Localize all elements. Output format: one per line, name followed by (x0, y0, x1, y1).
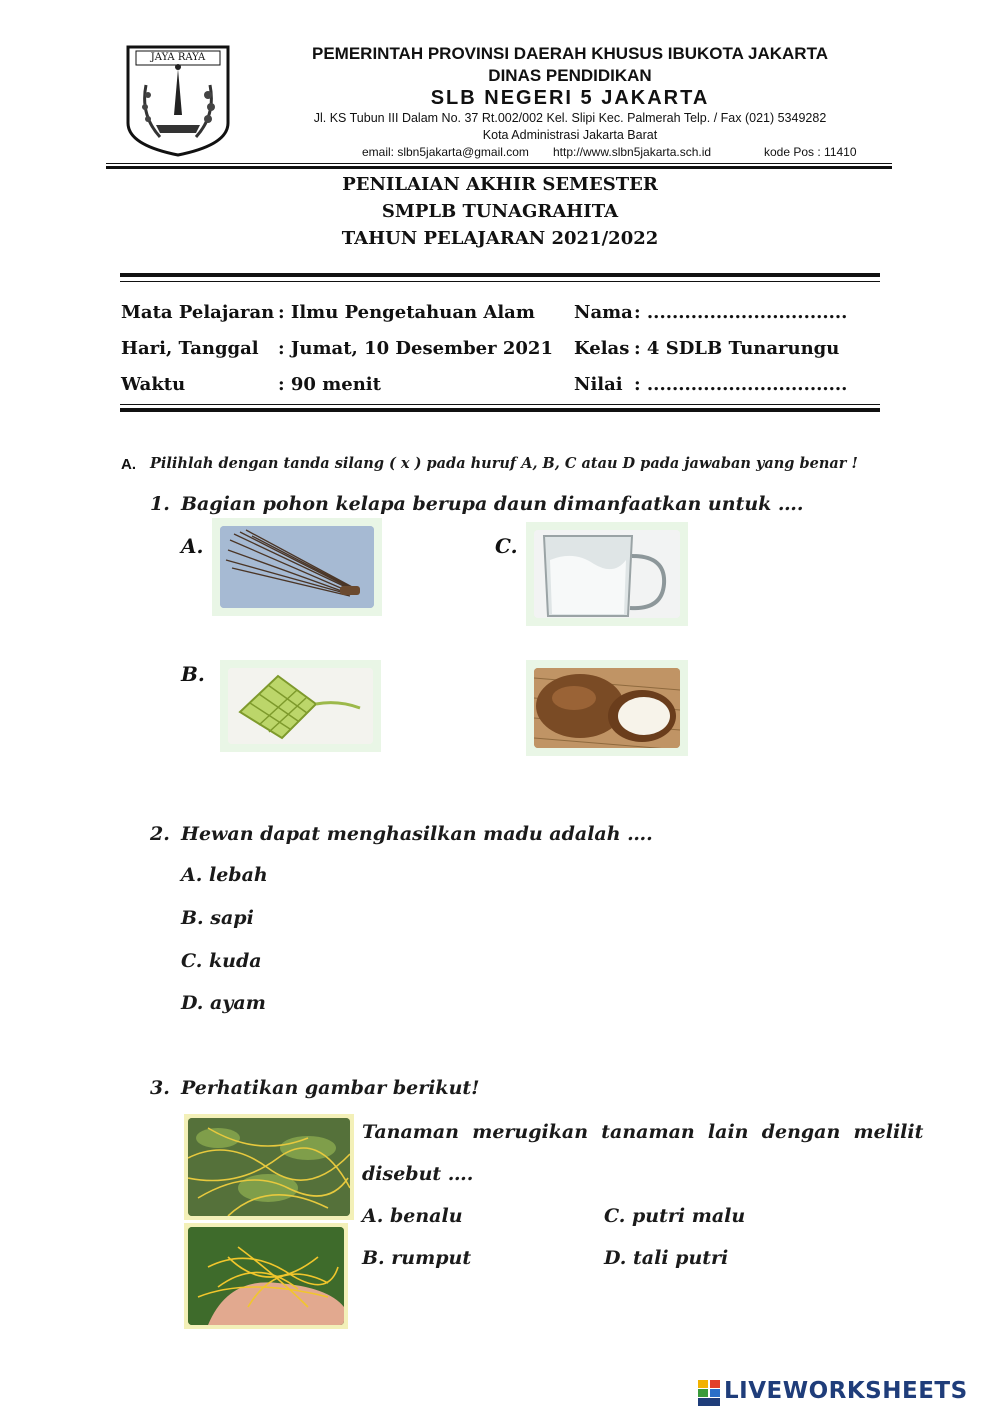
header-city: Kota Administrasi Jakarta Barat (482, 128, 658, 142)
q1-number: 1. (150, 493, 170, 515)
name-field[interactable]: : ................................ (634, 302, 848, 323)
header-postcode: kode Pos : 11410 (764, 145, 857, 159)
header-address: Jl. KS Tubun III Dalam No. 37 Rt.002/002 Kel. Slipi Kec. Palmerah Telp. / Fax (021) 5349282 (313, 111, 827, 125)
liveworksheets-logo[interactable] (698, 1378, 994, 1408)
q2-option-a[interactable]: A. lebah (181, 864, 268, 886)
time-label: Waktu (121, 374, 186, 395)
section-a-instruction: Pilihlah dengan tanda silang ( x ) pada huruf A, B, C atau D pada jawaban yang benar ! (150, 455, 858, 472)
q3-text: Perhatikan gambar berikut! (181, 1077, 480, 1099)
score-field[interactable]: : ................................ (634, 374, 848, 395)
school-logo (126, 45, 230, 157)
letterhead-rule-thick (106, 166, 892, 169)
info-rule-bottom-thin (120, 404, 880, 405)
class-value: : 4 SDLB Tunarungu (634, 338, 840, 359)
q1-text: Bagian pohon kelapa berupa daun dimanfaatkan untuk …. (181, 493, 804, 515)
q3-question-line1: Tanaman merugikan tanaman lain dengan melilit (362, 1121, 924, 1143)
header-government: PEMERINTAH PROVINSI DAERAH KHUSUS IBUKOTA JAKARTA (311, 44, 828, 63)
info-rule-bottom-thick (120, 408, 880, 412)
q3-option-b[interactable]: B. rumput (362, 1247, 472, 1269)
subject-value: : Ilmu Pengetahuan Alam (278, 302, 535, 323)
name-label: Nama (574, 302, 633, 323)
q3-number: 3. (150, 1077, 170, 1099)
subject-label: Mata Pelajaran (121, 302, 275, 323)
q1-option-c-label[interactable]: C. (495, 534, 518, 558)
q1-option-d-image[interactable] (526, 660, 688, 756)
dodder-hand-icon (188, 1227, 344, 1325)
q1-option-a-label[interactable]: A. (181, 534, 204, 558)
exam-title-line1: PENILAIAN AKHIR SEMESTER (342, 174, 658, 195)
liveworksheets-brand: LIVEWORKSHEETS (724, 1378, 968, 1404)
q2-text: Hewan dapat menghasilkan madu adalah …. (181, 823, 653, 845)
info-rule-top-thick (120, 273, 880, 277)
glass-drink-icon (534, 530, 680, 618)
exam-title-line2: SMPLB TUNAGRAHITA (381, 201, 619, 222)
liveworksheets-badge-text: LIVE (700, 1376, 718, 1382)
q1-option-b-label[interactable]: B. (181, 662, 205, 686)
header-website: http://www.slbn5jakarta.sch.id (553, 145, 712, 159)
dodder-plant-icon (188, 1118, 350, 1216)
q2-number: 2. (150, 823, 170, 845)
q3-question-line2: disebut …. (362, 1163, 474, 1185)
info-rule-top-thin (120, 281, 880, 282)
q3-option-d[interactable]: D. tali putri (604, 1247, 729, 1269)
q3-image-bottom (184, 1223, 348, 1329)
section-a-letter: A. (121, 456, 136, 473)
letterhead-rule-thin (106, 163, 892, 164)
q3-image-top (184, 1114, 354, 1220)
broom-icon (220, 526, 374, 608)
q2-option-d[interactable]: D. ayam (181, 992, 266, 1014)
date-value: : Jumat, 10 Desember 2021 (278, 338, 553, 359)
q3-option-a[interactable]: A. benalu (362, 1205, 463, 1227)
q2-option-c[interactable]: C. kuda (181, 950, 262, 972)
ketupat-icon (228, 668, 373, 744)
header-school-name: SLB NEGERI 5 JAKARTA (430, 87, 710, 109)
date-label: Hari, Tanggal (121, 338, 259, 359)
q2-option-b[interactable]: B. sapi (181, 907, 254, 929)
q1-option-c-image[interactable] (526, 522, 688, 626)
time-value: : 90 menit (278, 374, 381, 395)
exam-title-line3: TAHUN PELAJARAN 2021/2022 (341, 228, 659, 249)
header-email: email: slbn5jakarta@gmail.com (362, 145, 529, 159)
header-department: DINAS PENDIDIKAN (488, 66, 652, 85)
q1-option-b-image[interactable] (220, 660, 381, 752)
coconut-icon (534, 668, 680, 748)
q1-option-a-image[interactable] (212, 518, 382, 616)
liveworksheets-badge-icon (698, 1380, 720, 1406)
score-label: Nilai (574, 374, 623, 395)
q3-option-c[interactable]: C. putri malu (604, 1205, 746, 1227)
logo-text: JAYA RAYA (150, 52, 206, 63)
class-label: Kelas (574, 338, 630, 359)
